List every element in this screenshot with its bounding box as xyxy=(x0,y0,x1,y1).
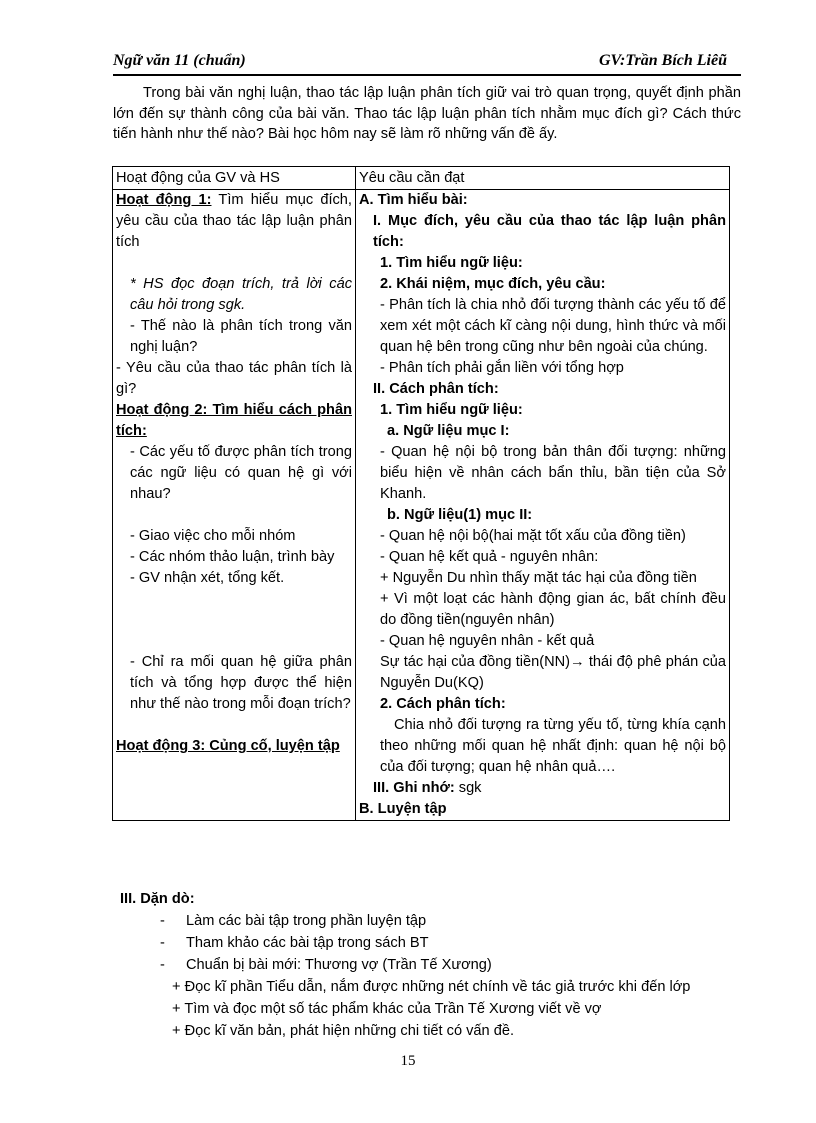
activity-2-step-3: - GV nhận xét, tổng kết. xyxy=(130,570,285,586)
section-ii-2: 2. Cách phân tích: xyxy=(380,696,506,712)
teacher-name: GV:Trần Bích Liêũ xyxy=(598,52,727,69)
subject-title: Ngữ văn 11 (chuẩn) xyxy=(113,52,246,69)
activity-1-title: Hoạt động 1: xyxy=(116,192,212,208)
lesson-table xyxy=(112,166,730,821)
dash-bullet: - xyxy=(160,935,165,951)
homework-subitem: + Đọc kĩ văn bản, phát hiện những chi tiết có vấn đề. xyxy=(172,1023,514,1039)
dash-bullet: - xyxy=(160,913,165,929)
page-number: 15 xyxy=(400,1053,416,1069)
table-header-requirements: Yêu cầu cần đạt xyxy=(356,167,730,190)
section-ii-1a: a. Ngữ liệu mục I: xyxy=(387,423,510,439)
homework-item-text: Tham khảo các bài tập trong sách BT xyxy=(186,935,429,951)
section-ii-1b-line-5: - Quan hệ nguyên nhân - kết quả xyxy=(380,633,595,649)
section-i-1: 1. Tìm hiểu ngữ liệu: xyxy=(380,255,523,271)
section-i-2-definition: - Phân tích là chia nhỏ đối tượng thành các yếu tố để xem xét một cách kĩ càng nội dung, hình thức và mối quan hệ bên trong cũng như bên ngoài của chúng. xyxy=(380,297,726,355)
intro-paragraph: Trong bài văn nghị luận, thao tác lập luận phân tích giữ vai trò quan trọng, quyết định phần lớn đến sự thành công của bài văn. Thao tác lập luận phân tích nhằm mục đích gì? Cách thức tiến hành như thế nào? Bài học hôm nay sẽ làm rõ những vấn đề ấy. xyxy=(113,85,741,142)
homework-subitem: + Đọc kĩ phần Tiểu dẫn, nắm được những nét chính về tác giả trước khi đến lớp xyxy=(172,979,691,995)
section-i-2: 2. Khái niệm, mục đích, yêu cầu: xyxy=(380,276,606,292)
activity-2-step-2: - Các nhóm thảo luận, trình bày xyxy=(130,549,335,565)
section-a-title: A. Tìm hiểu bài: xyxy=(359,192,468,208)
section-ii-1b-line-4: + Vì một loạt các hành động gian ác, bất chính đều do đồng tiền(nguyên nhân) xyxy=(380,591,726,628)
activity-2-question-1: - Các yếu tố được phân tích trong các ngữ liệu có quan hệ gì với nhau? xyxy=(130,444,352,502)
activities-cell xyxy=(113,190,356,821)
activity-1-question-1: - Thế nào là phân tích trong văn nghị luận? xyxy=(130,318,352,355)
homework-item-text: Làm các bài tập trong phần luyện tập xyxy=(186,913,427,929)
homework-item-text: Chuẩn bị bài mới: Thương vợ (Trần Tế Xương) xyxy=(186,957,492,973)
activity-2-question-2: - Chỉ ra mối quan hệ giữa phân tích và tổng hợp được thể hiện như thế nào trong mỗi đoạn trích? xyxy=(130,654,352,712)
section-ii-1a-text: - Quan hệ nội bộ trong bản thân đối tượng: những biểu hiện về nhân cách bẩn thỉu, bần tiện của Sở Khanh. xyxy=(380,444,726,502)
section-ii-1b-line-3: + Nguyễn Du nhìn thấy mặt tác hại của đồng tiền xyxy=(380,570,697,586)
dash-bullet: - xyxy=(160,957,165,973)
homework-section xyxy=(120,888,760,1042)
cause-text: Sự tác hại của đồng tiền(NN) xyxy=(380,654,571,670)
arrow-icon: → xyxy=(570,654,585,670)
activity-2-step-1: - Giao việc cho mỗi nhóm xyxy=(130,528,296,544)
section-b-title: B. Luyện tập xyxy=(359,801,447,817)
activity-1-desc: Tìm hiểu mục đích, yêu cầu của thao tác lập luận phân tích xyxy=(116,192,352,250)
section-iii-title: III. Ghi nhớ: xyxy=(373,780,455,796)
table-header-activities: Hoạt động của GV và HS xyxy=(113,167,356,190)
section-ii-1b-line-2: - Quan hệ kết quả - nguyên nhân: xyxy=(380,549,599,565)
homework-item xyxy=(120,954,760,976)
section-i-title: I. Mục đích, yêu cầu của thao tác lập luận phân tích: xyxy=(373,213,726,250)
section-ii-1b: b. Ngữ liệu(1) mục II: xyxy=(387,507,533,523)
homework-subitem: + Tìm và đọc một số tác phẩm khác của Trần Tế Xương viết về vợ xyxy=(172,1001,602,1017)
section-ii-title: II. Cách phân tích: xyxy=(373,381,499,397)
activity-1 xyxy=(116,190,352,253)
activity-1-question-2: - Yêu cầu của thao tác phân tích là gì? xyxy=(116,360,352,397)
homework-item xyxy=(120,932,760,954)
section-iii-text: sgk xyxy=(454,780,482,796)
activity-1-task: * HS đọc đoạn trích, trả lời các câu hỏi trong sgk. xyxy=(130,276,352,313)
section-ii-2-text: Chia nhỏ đối tượng ra từng yếu tố, từng khía cạnh theo những mối quan hệ nhất định: quan hệ nội bộ của đối tượng; quan hệ nhân quả…. xyxy=(380,717,726,775)
page-header xyxy=(113,50,741,76)
effect-text: thái độ phê phán của Nguyễn Du(KQ) xyxy=(380,654,726,691)
homework-title: III. Dặn dò: xyxy=(120,891,195,907)
section-i-2-note: - Phân tích phải gắn liền với tổng hợp xyxy=(380,360,624,376)
activity-2-title: Hoạt động 2: Tìm hiểu cách phân tích: xyxy=(116,402,352,439)
activity-3-title: Hoạt động 3: Củng cố, luyện tập xyxy=(116,738,340,754)
requirements-cell xyxy=(356,190,730,821)
section-ii-1b-line-6 xyxy=(359,652,726,694)
section-iii xyxy=(359,778,726,799)
homework-item xyxy=(120,910,760,932)
section-ii-1b-line-1: - Quan hệ nội bộ(hai mặt tốt xấu của đồng tiền) xyxy=(380,528,686,544)
section-ii-1: 1. Tìm hiểu ngữ liệu: xyxy=(380,402,523,418)
